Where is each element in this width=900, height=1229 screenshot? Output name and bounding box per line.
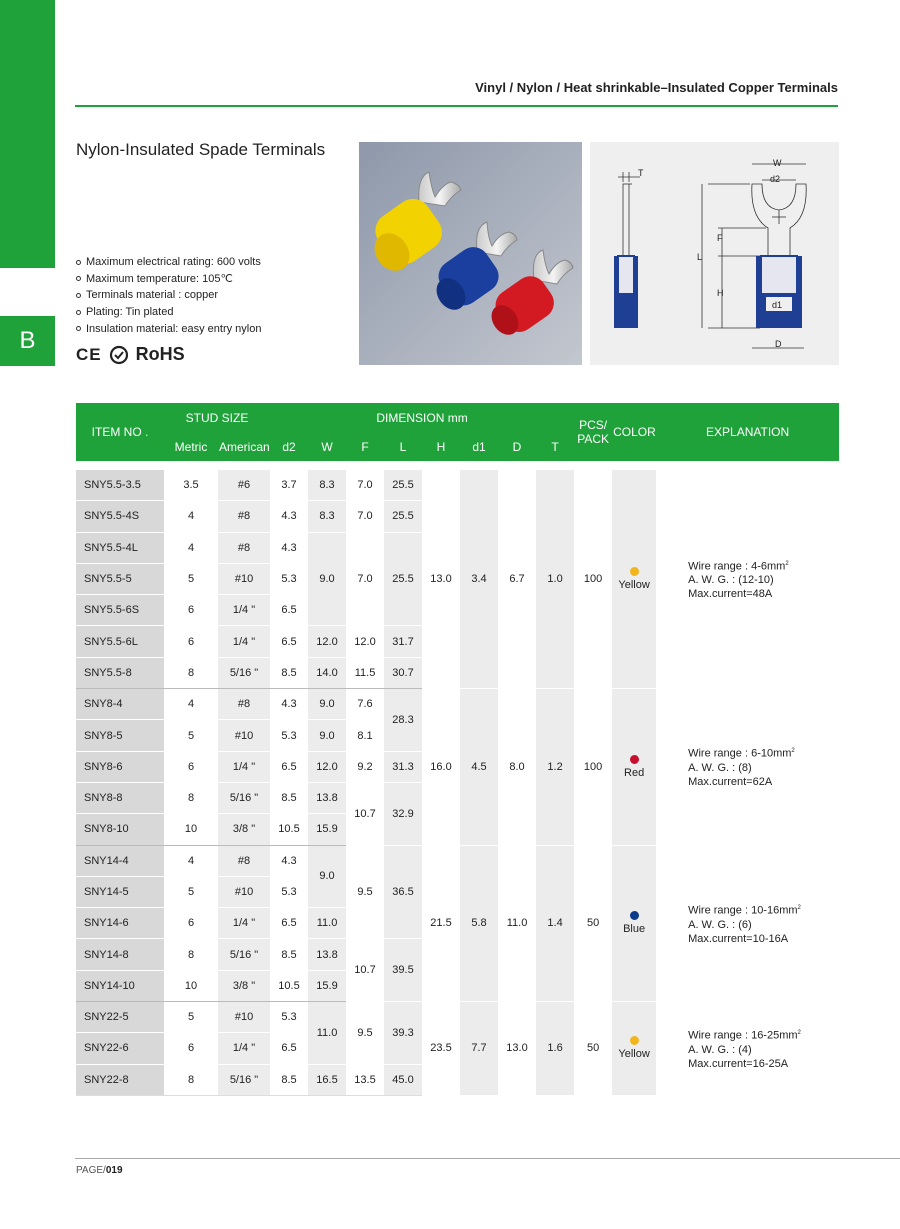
item-number-cell: SNY8-4 [76, 689, 164, 720]
table-cell: 8.3 [308, 470, 346, 501]
table-cell: 8 [164, 657, 218, 688]
table-cell: 8.1 [346, 720, 384, 751]
table-cell: #10 [218, 1002, 270, 1033]
table-cell: 30.7 [384, 657, 422, 688]
rohs-logo: RoHS [135, 344, 185, 364]
table-cell: 10.5 [270, 970, 308, 1001]
table-cell: 12.0 [308, 751, 346, 782]
item-number-cell: SNY5.5-6S [76, 595, 164, 626]
table-cell: 12.0 [308, 626, 346, 657]
table-cell: 45.0 [384, 1064, 422, 1095]
table-cell: 15.9 [308, 814, 346, 845]
feature-item: Maximum electrical rating: 600 volts [76, 254, 261, 271]
item-number-cell: SNY14-5 [76, 876, 164, 907]
table-cell: 8 [164, 939, 218, 970]
color-cell: Yellow [612, 470, 656, 689]
table-cell: 1.6 [536, 1002, 574, 1096]
table-cell: 5.3 [270, 1002, 308, 1033]
yellow-dot-icon [630, 1036, 639, 1045]
header-W: W [308, 432, 346, 461]
section-tab: B [0, 316, 55, 366]
table-cell: 50 [574, 1002, 612, 1096]
table-cell: 9.5 [346, 1002, 384, 1065]
label-F: F [717, 233, 723, 243]
label-d2: d2 [770, 174, 781, 184]
header-pcs-pack: PCS/ PACK [574, 403, 612, 461]
dimension-drawing [590, 142, 839, 365]
table-cell: 8 [164, 1064, 218, 1095]
table-cell: 8.5 [270, 782, 308, 813]
table-cell: 5.3 [270, 720, 308, 751]
table-cell: 5/16 " [218, 1064, 270, 1095]
table-cell: 11.5 [346, 657, 384, 688]
label-W: W [773, 158, 782, 168]
table-cell: 5.3 [270, 876, 308, 907]
table-cell: 25.5 [384, 532, 422, 626]
color-cell: Yellow [612, 1002, 656, 1096]
header-L: L [384, 432, 422, 461]
table-cell: 5.8 [460, 845, 498, 1001]
table-cell: 6 [164, 908, 218, 939]
table-cell: 8.3 [308, 501, 346, 532]
table-cell: 9.5 [346, 845, 384, 939]
certification-logos [76, 344, 185, 365]
table-cell: 25.5 [384, 501, 422, 532]
table-cell: 5.3 [270, 563, 308, 594]
bullet-icon [76, 293, 81, 298]
table-cell: 9.0 [308, 532, 346, 626]
ce-mark-icon: CE [76, 344, 102, 364]
table-cell: 25.5 [384, 470, 422, 501]
table-cell: #10 [218, 563, 270, 594]
product-photo [359, 142, 582, 365]
page-number: 019 [105, 1165, 123, 1176]
page-header-title: Vinyl / Nylon / Heat shrinkable–Insulated Copper Terminals [475, 80, 838, 95]
feature-list [76, 254, 261, 337]
table-cell: 1/4 " [218, 751, 270, 782]
explanation-cell: Wire range : $6-10mm^2$ A. W. G. : (8) Max.current=62A [656, 689, 839, 845]
table-cell: #8 [218, 689, 270, 720]
table-cell: 9.0 [308, 720, 346, 751]
table-cell: 9.2 [346, 751, 384, 782]
feature-item: Terminals material : copper [76, 287, 261, 304]
table-cell: 13.8 [308, 939, 346, 970]
header-explanation: EXPLANATION [656, 403, 839, 461]
header-divider [75, 105, 838, 107]
section-title: Nylon-Insulated Spade Terminals [76, 140, 326, 159]
table-cell: 6 [164, 595, 218, 626]
header-d1: d1 [460, 432, 498, 461]
header-metric: Metric [164, 432, 218, 461]
table-cell: 1/4 " [218, 1033, 270, 1064]
header-color: COLOR [612, 403, 656, 461]
table-cell: 8.0 [498, 689, 536, 845]
table-cell: 10 [164, 814, 218, 845]
footer-divider [75, 1158, 900, 1159]
table-cell: 4.5 [460, 689, 498, 845]
table-cell: 23.5 [422, 1002, 460, 1096]
table-cell: 39.3 [384, 1002, 422, 1065]
label-D: D [775, 339, 782, 349]
table-cell: 10.5 [270, 814, 308, 845]
table-row [76, 1002, 839, 1033]
table-cell: 4 [164, 689, 218, 720]
table-cell: 4 [164, 845, 218, 876]
spec-table [76, 403, 839, 1096]
table-cell: 16.5 [308, 1064, 346, 1095]
item-number-cell: SNY8-10 [76, 814, 164, 845]
table-cell: 1.0 [536, 470, 574, 689]
table-cell: 3/8 " [218, 970, 270, 1001]
table-cell: 3.7 [270, 470, 308, 501]
item-number-cell: SNY5.5-8 [76, 657, 164, 688]
table-cell: 6.5 [270, 595, 308, 626]
table-cell: 39.5 [384, 939, 422, 1002]
table-cell: 1.2 [536, 689, 574, 845]
item-number-cell: SNY22-6 [76, 1033, 164, 1064]
table-row [76, 470, 839, 501]
table-cell: 7.0 [346, 501, 384, 532]
table-cell: 3.5 [164, 470, 218, 501]
item-number-cell: SNY14-10 [76, 970, 164, 1001]
table-cell: 100 [574, 470, 612, 689]
table-cell: 11.0 [308, 908, 346, 939]
explanation-cell: Wire range : $16-25mm^2$ A. W. G. : (4) Max.current=16-25A [656, 1002, 839, 1096]
table-cell: 4.3 [270, 845, 308, 876]
table-cell: 3.4 [460, 470, 498, 689]
table-cell: 5/16 " [218, 657, 270, 688]
table-cell: #10 [218, 720, 270, 751]
table-cell: 13.5 [346, 1064, 384, 1095]
bullet-icon [76, 310, 81, 315]
table-cell: 8.5 [270, 939, 308, 970]
table-cell: 7.6 [346, 689, 384, 720]
table-cell: 4.3 [270, 501, 308, 532]
table-cell: 50 [574, 845, 612, 1001]
table-cell: 13.8 [308, 782, 346, 813]
explanation-cell: Wire range : $4-6mm^2$ A. W. G. : (12-10) Max.current=48A [656, 470, 839, 689]
bullet-icon [76, 326, 81, 331]
header-dimension: DIMENSION mm [270, 403, 574, 432]
table-cell: 4.3 [270, 689, 308, 720]
table-cell: 9.0 [308, 845, 346, 908]
table-cell: 3/8 " [218, 814, 270, 845]
item-number-cell: SNY8-5 [76, 720, 164, 751]
feature-item: Insulation material: easy entry nylon [76, 320, 261, 337]
table-row [76, 689, 839, 720]
table-cell: 4.3 [270, 532, 308, 563]
table-cell: 8 [164, 782, 218, 813]
qc-seal-icon [109, 345, 129, 365]
table-cell: 9.0 [308, 689, 346, 720]
table-cell: 4 [164, 532, 218, 563]
table-cell: 31.7 [384, 626, 422, 657]
table-cell: 6 [164, 1033, 218, 1064]
table-cell: 6.7 [498, 470, 536, 689]
item-number-cell: SNY14-8 [76, 939, 164, 970]
table-cell: 5 [164, 563, 218, 594]
item-number-cell: SNY8-6 [76, 751, 164, 782]
table-cell: 36.5 [384, 845, 422, 939]
item-number-cell: SNY22-5 [76, 1002, 164, 1033]
item-number-cell: SNY5.5-3.5 [76, 470, 164, 501]
table-cell: 5 [164, 1002, 218, 1033]
table-cell: 1.4 [536, 845, 574, 1001]
feature-item: Maximum temperature: 105℃ [76, 271, 261, 288]
label-H: H [717, 288, 724, 298]
header-T: T [536, 432, 574, 461]
header-d2: d2 [270, 432, 308, 461]
table-cell: 6.5 [270, 751, 308, 782]
header-stud-size: STUD SIZE [164, 403, 270, 432]
table-cell: 7.7 [460, 1002, 498, 1096]
table-cell: 7.0 [346, 532, 384, 626]
red-dot-icon [630, 755, 639, 764]
table-row [76, 845, 839, 876]
table-cell: 11.0 [308, 1002, 346, 1065]
table-cell: 1/4 " [218, 626, 270, 657]
item-number-cell: SNY5.5-6L [76, 626, 164, 657]
table-cell: 5/16 " [218, 939, 270, 970]
table-cell: #8 [218, 845, 270, 876]
table-cell: #8 [218, 532, 270, 563]
table-cell: 14.0 [308, 657, 346, 688]
table-cell: 4 [164, 501, 218, 532]
table-cell: #8 [218, 501, 270, 532]
header-F: F [346, 432, 384, 461]
table-cell: 7.0 [346, 470, 384, 501]
item-number-cell: SNY14-6 [76, 908, 164, 939]
header-item: ITEM NO . [76, 403, 164, 461]
yellow-dot-icon [630, 567, 639, 576]
color-cell: Blue [612, 845, 656, 1001]
bullet-icon [76, 276, 81, 281]
table-cell: 13.0 [422, 470, 460, 689]
table-cell: 1/4 " [218, 908, 270, 939]
feature-item: Plating: Tin plated [76, 304, 261, 321]
table-cell: 10.7 [346, 939, 384, 1002]
table-cell: 5/16 " [218, 782, 270, 813]
item-number-cell: SNY5.5-5 [76, 563, 164, 594]
table-cell: 32.9 [384, 782, 422, 845]
table-cell: 1/4 " [218, 595, 270, 626]
item-number-cell: SNY8-8 [76, 782, 164, 813]
item-number-cell: SNY5.5-4L [76, 532, 164, 563]
table-cell: 6 [164, 626, 218, 657]
table-cell: 100 [574, 689, 612, 845]
table-cell: 6 [164, 751, 218, 782]
color-cell: Red [612, 689, 656, 845]
table-cell: 10 [164, 970, 218, 1001]
table-cell: 10.7 [346, 782, 384, 845]
header-american: American [218, 432, 270, 461]
side-green-bar [0, 0, 55, 268]
page-footer: PAGE/019 [76, 1165, 123, 1176]
table-cell: 6.5 [270, 908, 308, 939]
item-number-cell: SNY5.5-4S [76, 501, 164, 532]
header-D: D [498, 432, 536, 461]
table-cell: 16.0 [422, 689, 460, 845]
table-cell: 8.5 [270, 657, 308, 688]
table-cell: 15.9 [308, 970, 346, 1001]
bullet-icon [76, 260, 81, 265]
item-number-cell: SNY14-4 [76, 845, 164, 876]
table-cell: 6.5 [270, 1033, 308, 1064]
table-cell: 28.3 [384, 689, 422, 752]
header-H: H [422, 432, 460, 461]
table-cell: 8.5 [270, 1064, 308, 1095]
table-cell: 31.3 [384, 751, 422, 782]
table-cell: 13.0 [498, 1002, 536, 1096]
table-cell: 11.0 [498, 845, 536, 1001]
table-cell: #6 [218, 470, 270, 501]
label-T: T [638, 168, 644, 178]
item-number-cell: SNY22-8 [76, 1064, 164, 1095]
explanation-cell: Wire range : $10-16mm^2$ A. W. G. : (6) Max.current=10-16A [656, 845, 839, 1001]
table-cell: 6.5 [270, 626, 308, 657]
table-cell: #10 [218, 876, 270, 907]
table-cell: 5 [164, 876, 218, 907]
table-cell: 12.0 [346, 626, 384, 657]
blue-dot-icon [630, 911, 639, 920]
label-L: L [697, 252, 703, 262]
table-cell: 21.5 [422, 845, 460, 1001]
label-d1: d1 [772, 300, 783, 310]
table-cell: 5 [164, 720, 218, 751]
